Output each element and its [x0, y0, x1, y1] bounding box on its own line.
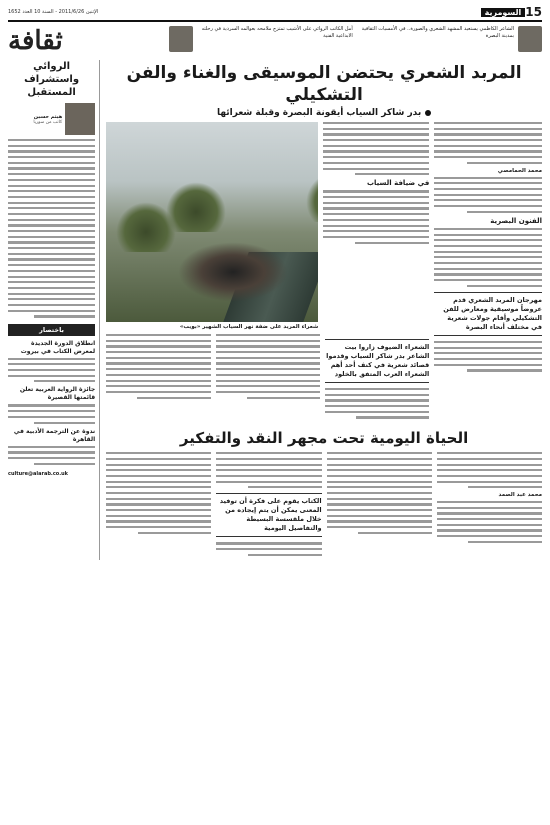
- sidebar-text-block: [8, 446, 95, 465]
- article-text-block: [106, 452, 211, 534]
- article-col-2a: [323, 122, 429, 334]
- second-col-4: [106, 452, 211, 559]
- main-grid: [8, 60, 542, 560]
- teaser-left[interactable]: [169, 26, 352, 52]
- article-col-lower-a: [325, 334, 429, 422]
- author-info: [33, 114, 62, 125]
- page-number: 15: [525, 5, 542, 19]
- sidebar-text-block: [8, 139, 95, 318]
- article-text-block: [323, 122, 429, 175]
- newspaper-logo: السومرية: [481, 8, 526, 17]
- photo-caption: شعراء المربد على ضفة نهر السياب الشهير «بويب»: [179, 324, 319, 330]
- author-name: هيثم حسين: [33, 113, 63, 120]
- article-text-block: [325, 388, 429, 419]
- second-col-2: [327, 452, 432, 559]
- sidebar-title[interactable]: الروائي واستشراف المستقبل: [24, 61, 80, 98]
- teaser-right-text: الشاعر الكاظمي يستعيد المشهد الشعري والصورة.. في الأمسيات الثقافية بمدينة البصرة: [361, 26, 514, 39]
- page-header-bar: [8, 6, 542, 22]
- article-text-block: [437, 452, 542, 488]
- teaser-right[interactable]: [359, 26, 542, 52]
- article-text-block: [216, 334, 320, 399]
- contact-email[interactable]: culture@alarab.co.uk: [8, 470, 69, 477]
- article-text-block: [434, 228, 542, 287]
- article-columns-lower: [106, 334, 429, 422]
- article-text-block: [216, 542, 321, 556]
- bullet-icon: [425, 110, 431, 116]
- main-headline[interactable]: المربد الشعري يحتضن الموسيقى والغناء والفن التشكيلي: [126, 63, 522, 105]
- author-subtitle: كاتب من سوريا: [33, 119, 63, 125]
- byline-1: محمد الحمامصي: [497, 167, 542, 174]
- main-subhead: [106, 108, 542, 118]
- brief-heading: باختصار: [8, 324, 95, 336]
- brief-item[interactable]: ندوة عن الترجمة الأدبية في القاهرة: [13, 427, 96, 443]
- teasers-row: [8, 26, 542, 56]
- pull-quote-3: الكتاب يقوم على فكرة أن توفيد المعنى يمكن أن يتم إيجاده من خلال ملقسسة البسيطة والتفاصيل اليومية: [216, 493, 321, 537]
- byline-2: محمد عبد الصمد: [498, 491, 542, 498]
- article-text-block: [434, 122, 542, 164]
- article-col-lower-b: [216, 334, 320, 422]
- pull-quote-2: الشعراء الضيوف زاروا بيت الشاعر بدر شاكر السياب وقدموا قصائد شعرية في كنف أحد أهم الشعراء العرب المتفق بالخلود: [325, 339, 429, 383]
- opinion-sidebar: [8, 60, 100, 560]
- article-text-block: [434, 341, 542, 372]
- teaser-group: [125, 26, 542, 52]
- subsection-heading-1: الفنون البصرية: [490, 216, 542, 225]
- main-column: [106, 60, 542, 560]
- second-col-1: [437, 452, 542, 559]
- article-columns: [106, 122, 542, 422]
- pull-quote-1: مهرجان المربد الشعري قدم عروضاً موسيقية ومعارض للفن التشكيلي وأقام جولات شعرية في مختلف أنحاء البصرة: [434, 292, 542, 336]
- article-text-block: [106, 334, 210, 399]
- article-text-block: [216, 452, 321, 488]
- author-box: [8, 103, 95, 135]
- sidebar-text-block: [8, 404, 95, 423]
- article-columns-inner: [106, 122, 429, 334]
- article-text-block: [437, 501, 542, 543]
- photo-block: [106, 122, 318, 334]
- article-text-block: [327, 452, 432, 534]
- dateline: الإثنين 2011/6/26 - السنة 10 العدد 1652: [8, 9, 99, 15]
- second-headline[interactable]: الحياة اليومية تحت مجهر النقد والتفكير: [179, 429, 469, 448]
- main-subhead-text: بدر شاكر السياب أيقونة البصرة وقبلة شعرائها: [216, 108, 422, 118]
- article-col-2: [106, 122, 429, 422]
- article-text-block: [323, 190, 429, 243]
- article-photo[interactable]: [106, 122, 318, 322]
- brief-item[interactable]: انطلاق الدورة الجديدة لمعرض الكتاب في بيروت: [20, 339, 96, 355]
- brief-item[interactable]: جائزة الرواية العربية تعلن قائمتها القصيرة: [19, 386, 96, 402]
- page-branding: [477, 5, 542, 19]
- section-title: ثقافة: [8, 26, 63, 56]
- sidebar-text-block: [8, 358, 95, 383]
- second-article-columns: [106, 452, 542, 559]
- author-photo: [65, 103, 95, 135]
- article-col-1: [434, 122, 542, 422]
- teaser-right-photo: [518, 26, 542, 52]
- second-col-3: [216, 452, 321, 559]
- teaser-left-photo: [169, 26, 193, 52]
- subsection-heading-2: في ضيافة السياب: [367, 179, 430, 188]
- teaser-left-text: أمل الكاتب الروائي على الأشيب تمتزج ملامحه بعوالمه السردية في رحلته الابداعية الفنية: [201, 26, 353, 39]
- article-col-lower-c: [106, 334, 210, 422]
- article-text-block: [434, 177, 542, 213]
